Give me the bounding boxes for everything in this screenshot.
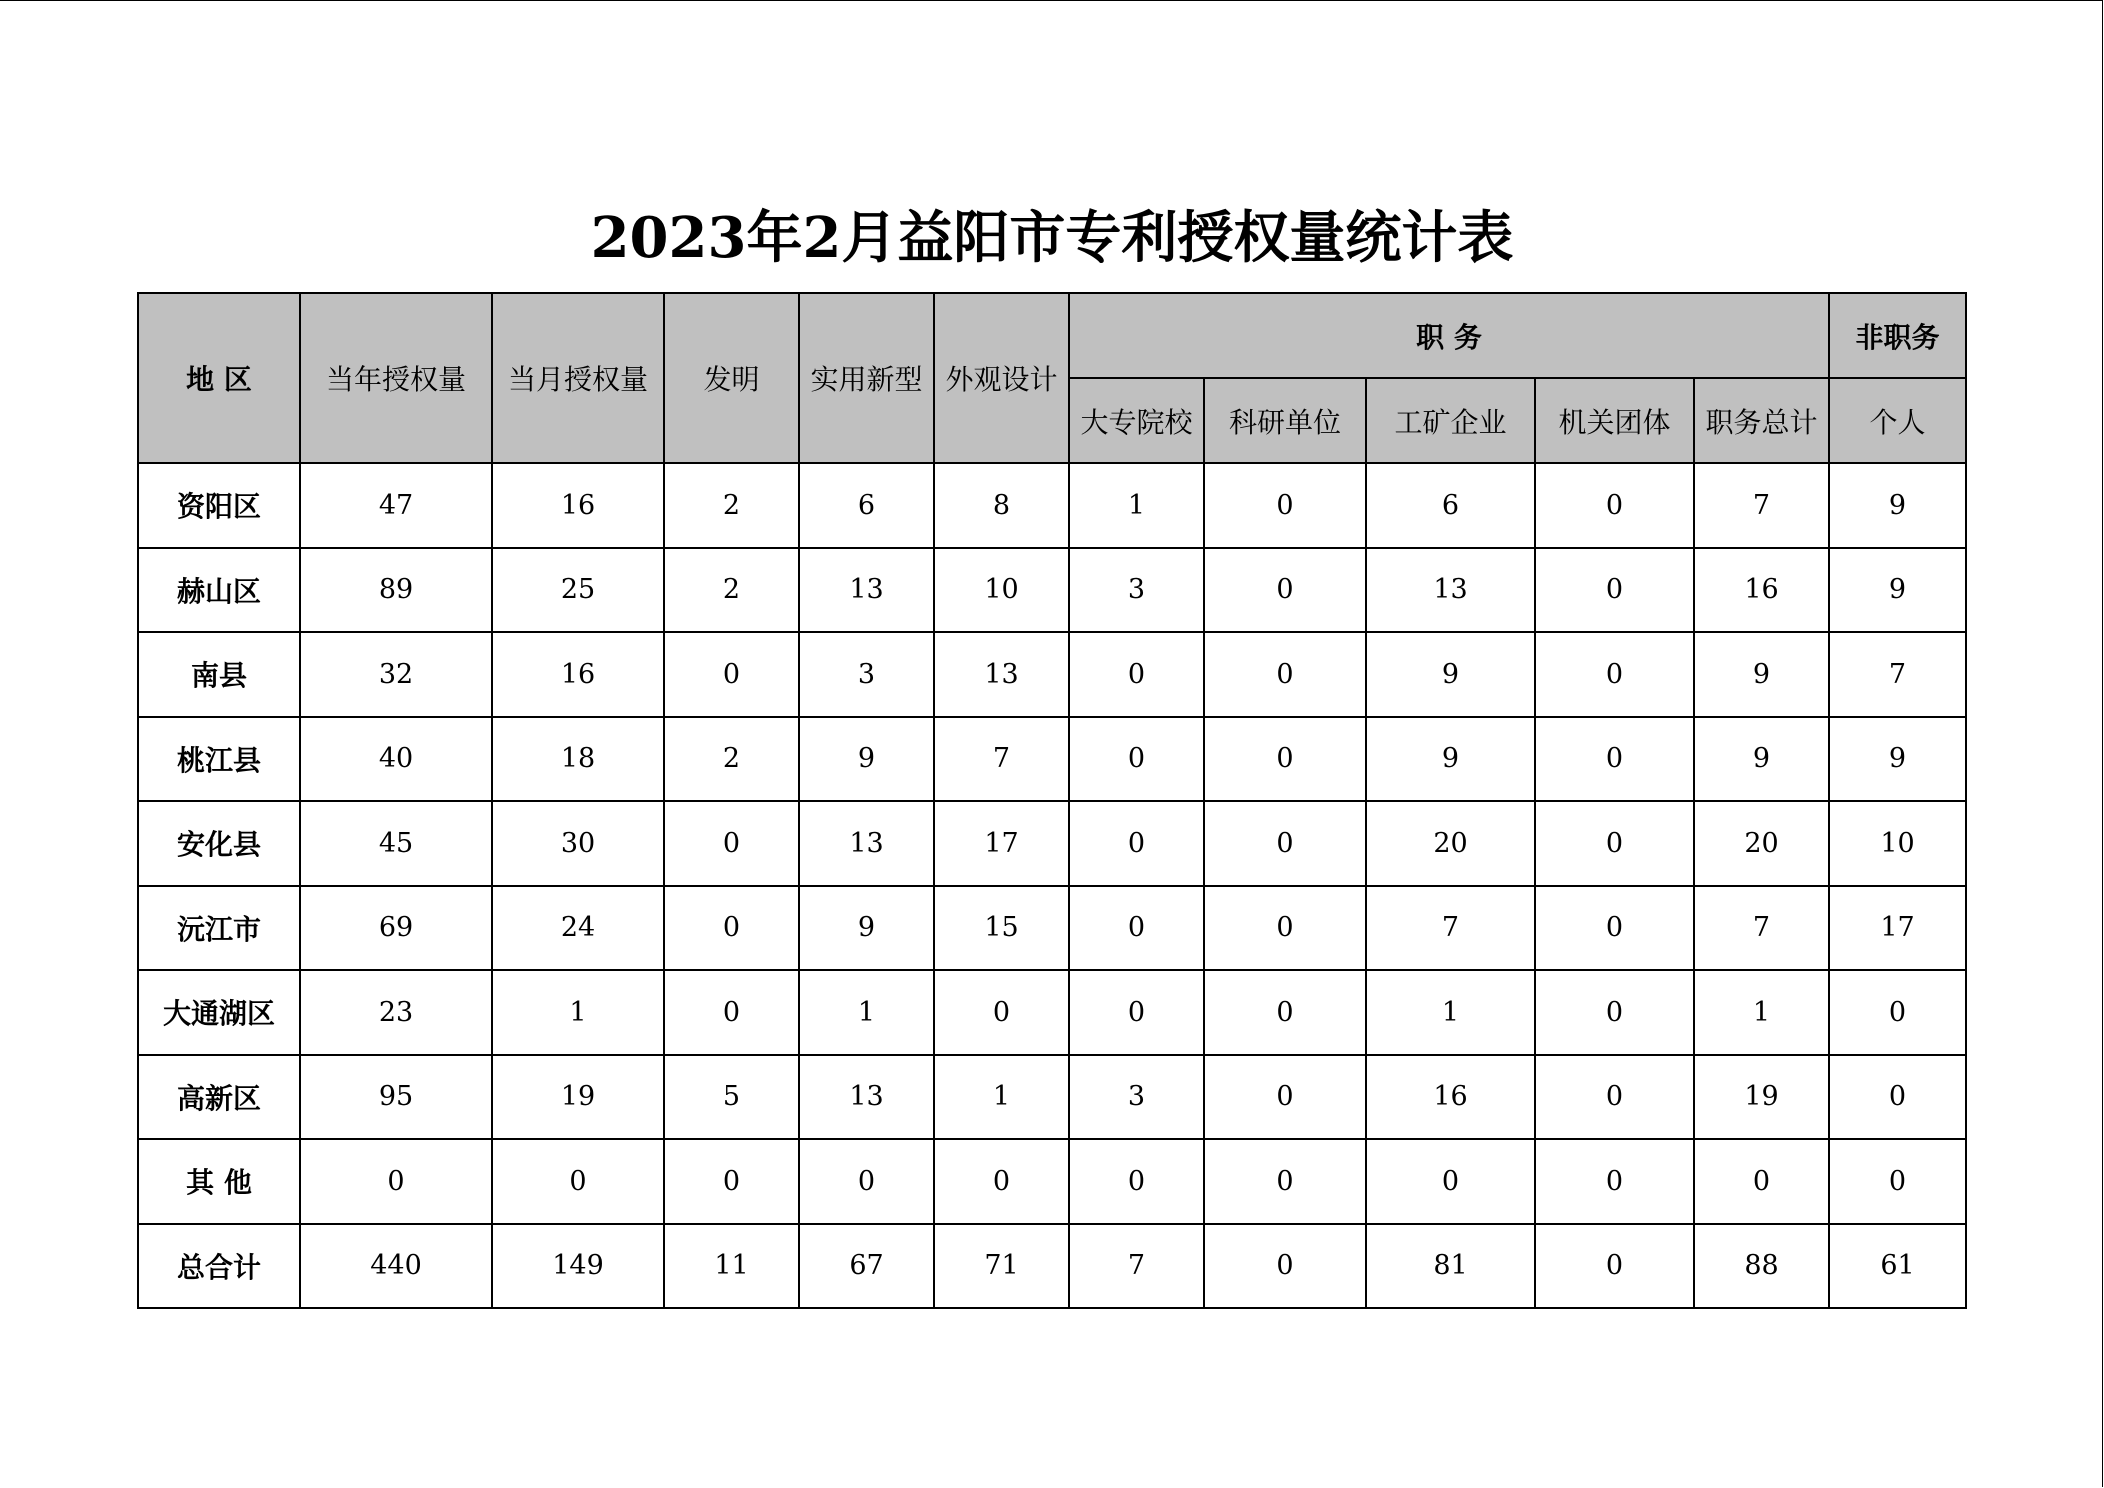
individual-cell: 9	[1829, 463, 1966, 548]
year-total-cell: 47	[300, 463, 492, 548]
table-row	[138, 886, 1966, 971]
col-header-service-total: 职务总计	[1694, 378, 1829, 463]
individual-cell: 10	[1829, 801, 1966, 886]
design-cell: 0	[934, 970, 1069, 1055]
service-total-cell: 16	[1694, 548, 1829, 633]
service-total-cell: 7	[1694, 886, 1829, 971]
table-row	[138, 801, 1966, 886]
col-header-individual: 个人	[1829, 378, 1966, 463]
year-total-cell: 0	[300, 1139, 492, 1224]
college-cell: 1	[1069, 463, 1204, 548]
region-cell: 资阳区	[138, 463, 300, 548]
month-total-cell: 24	[492, 886, 664, 971]
government-cell: 0	[1535, 1139, 1694, 1224]
college-cell: 7	[1069, 1224, 1204, 1309]
region-cell: 高新区	[138, 1055, 300, 1140]
utility-cell: 6	[799, 463, 934, 548]
industrial-cell: 1	[1366, 970, 1535, 1055]
government-cell: 0	[1535, 548, 1694, 633]
table-row	[138, 1055, 1966, 1140]
year-total-cell: 440	[300, 1224, 492, 1309]
region-cell: 赫山区	[138, 548, 300, 633]
utility-cell: 67	[799, 1224, 934, 1309]
col-header-college: 大专院校	[1069, 378, 1204, 463]
government-cell: 0	[1535, 1055, 1694, 1140]
design-cell: 13	[934, 632, 1069, 717]
research-cell: 0	[1204, 548, 1366, 633]
design-cell: 8	[934, 463, 1069, 548]
research-cell: 0	[1204, 1224, 1366, 1309]
col-header-utility: 实用新型	[799, 293, 934, 463]
government-cell: 0	[1535, 970, 1694, 1055]
industrial-cell: 16	[1366, 1055, 1535, 1140]
col-header-month-total: 当月授权量	[492, 293, 664, 463]
utility-cell: 13	[799, 801, 934, 886]
invention-cell: 0	[664, 801, 799, 886]
region-cell: 大通湖区	[138, 970, 300, 1055]
month-total-cell: 149	[492, 1224, 664, 1309]
table-row	[138, 970, 1966, 1055]
utility-cell: 1	[799, 970, 934, 1055]
college-cell: 0	[1069, 1139, 1204, 1224]
college-cell: 0	[1069, 717, 1204, 802]
year-total-cell: 95	[300, 1055, 492, 1140]
region-cell: 总合计	[138, 1224, 300, 1309]
research-cell: 0	[1204, 970, 1366, 1055]
invention-cell: 2	[664, 463, 799, 548]
total-row	[138, 1224, 1966, 1309]
month-total-cell: 16	[492, 632, 664, 717]
government-cell: 0	[1535, 1224, 1694, 1309]
month-total-cell: 16	[492, 463, 664, 548]
industrial-cell: 7	[1366, 886, 1535, 971]
month-total-cell: 19	[492, 1055, 664, 1140]
utility-cell: 13	[799, 1055, 934, 1140]
service-total-cell: 20	[1694, 801, 1829, 886]
service-total-cell: 9	[1694, 632, 1829, 717]
patent-stats-table	[137, 292, 1967, 1309]
invention-cell: 0	[664, 970, 799, 1055]
region-cell: 其 他	[138, 1139, 300, 1224]
research-cell: 0	[1204, 1055, 1366, 1140]
month-total-cell: 1	[492, 970, 664, 1055]
government-cell: 0	[1535, 717, 1694, 802]
individual-cell: 7	[1829, 632, 1966, 717]
college-cell: 3	[1069, 1055, 1204, 1140]
page-title: 2023年2月益阳市专利授权量统计表	[590, 205, 1514, 271]
service-total-cell: 1	[1694, 970, 1829, 1055]
utility-cell: 9	[799, 886, 934, 971]
college-cell: 0	[1069, 970, 1204, 1055]
header-row-1	[138, 293, 1966, 378]
research-cell: 0	[1204, 1139, 1366, 1224]
government-cell: 0	[1535, 463, 1694, 548]
industrial-cell: 81	[1366, 1224, 1535, 1309]
individual-cell: 9	[1829, 548, 1966, 633]
government-cell: 0	[1535, 632, 1694, 717]
region-cell: 安化县	[138, 801, 300, 886]
utility-cell: 9	[799, 717, 934, 802]
industrial-cell: 9	[1366, 632, 1535, 717]
month-total-cell: 18	[492, 717, 664, 802]
service-total-cell: 19	[1694, 1055, 1829, 1140]
design-cell: 1	[934, 1055, 1069, 1140]
table-row	[138, 548, 1966, 633]
month-total-cell: 25	[492, 548, 664, 633]
month-total-cell: 0	[492, 1139, 664, 1224]
table-row	[138, 1139, 1966, 1224]
college-cell: 0	[1069, 886, 1204, 971]
region-cell: 沅江市	[138, 886, 300, 971]
government-cell: 0	[1535, 801, 1694, 886]
invention-cell: 0	[664, 886, 799, 971]
table-row	[138, 463, 1966, 548]
col-header-invention: 发明	[664, 293, 799, 463]
year-total-cell: 45	[300, 801, 492, 886]
college-cell: 0	[1069, 632, 1204, 717]
col-header-region: 地 区	[138, 293, 300, 463]
individual-cell: 61	[1829, 1224, 1966, 1309]
region-cell: 南县	[138, 632, 300, 717]
invention-cell: 2	[664, 548, 799, 633]
service-total-cell: 88	[1694, 1224, 1829, 1309]
research-cell: 0	[1204, 463, 1366, 548]
table-row	[138, 632, 1966, 717]
utility-cell: 13	[799, 548, 934, 633]
design-cell: 71	[934, 1224, 1069, 1309]
region-cell: 桃江县	[138, 717, 300, 802]
invention-cell: 11	[664, 1224, 799, 1309]
year-total-cell: 69	[300, 886, 492, 971]
industrial-cell: 0	[1366, 1139, 1535, 1224]
individual-cell: 9	[1829, 717, 1966, 802]
individual-cell: 0	[1829, 1055, 1966, 1140]
invention-cell: 2	[664, 717, 799, 802]
design-cell: 17	[934, 801, 1069, 886]
research-cell: 0	[1204, 801, 1366, 886]
research-cell: 0	[1204, 717, 1366, 802]
service-total-cell: 9	[1694, 717, 1829, 802]
design-cell: 15	[934, 886, 1069, 971]
year-total-cell: 23	[300, 970, 492, 1055]
col-header-design: 外观设计	[934, 293, 1069, 463]
service-total-cell: 7	[1694, 463, 1829, 548]
invention-cell: 5	[664, 1055, 799, 1140]
research-cell: 0	[1204, 632, 1366, 717]
year-total-cell: 40	[300, 717, 492, 802]
service-total-cell: 0	[1694, 1139, 1829, 1224]
industrial-cell: 20	[1366, 801, 1535, 886]
year-total-cell: 89	[300, 548, 492, 633]
design-cell: 10	[934, 548, 1069, 633]
industrial-cell: 6	[1366, 463, 1535, 548]
col-header-year-total: 当年授权量	[300, 293, 492, 463]
design-cell: 7	[934, 717, 1069, 802]
industrial-cell: 9	[1366, 717, 1535, 802]
college-cell: 3	[1069, 548, 1204, 633]
individual-cell: 0	[1829, 1139, 1966, 1224]
individual-cell: 17	[1829, 886, 1966, 971]
industrial-cell: 13	[1366, 548, 1535, 633]
col-header-research: 科研单位	[1204, 378, 1366, 463]
utility-cell: 0	[799, 1139, 934, 1224]
col-header-government: 机关团体	[1535, 378, 1694, 463]
col-group-service: 职 务	[1069, 293, 1829, 378]
college-cell: 0	[1069, 801, 1204, 886]
col-header-industrial: 工矿企业	[1366, 378, 1535, 463]
utility-cell: 3	[799, 632, 934, 717]
design-cell: 0	[934, 1139, 1069, 1224]
table-row	[138, 717, 1966, 802]
col-group-non-service: 非职务	[1829, 293, 1966, 378]
government-cell: 0	[1535, 886, 1694, 971]
month-total-cell: 30	[492, 801, 664, 886]
invention-cell: 0	[664, 1139, 799, 1224]
research-cell: 0	[1204, 886, 1366, 971]
year-total-cell: 32	[300, 632, 492, 717]
individual-cell: 0	[1829, 970, 1966, 1055]
invention-cell: 0	[664, 632, 799, 717]
